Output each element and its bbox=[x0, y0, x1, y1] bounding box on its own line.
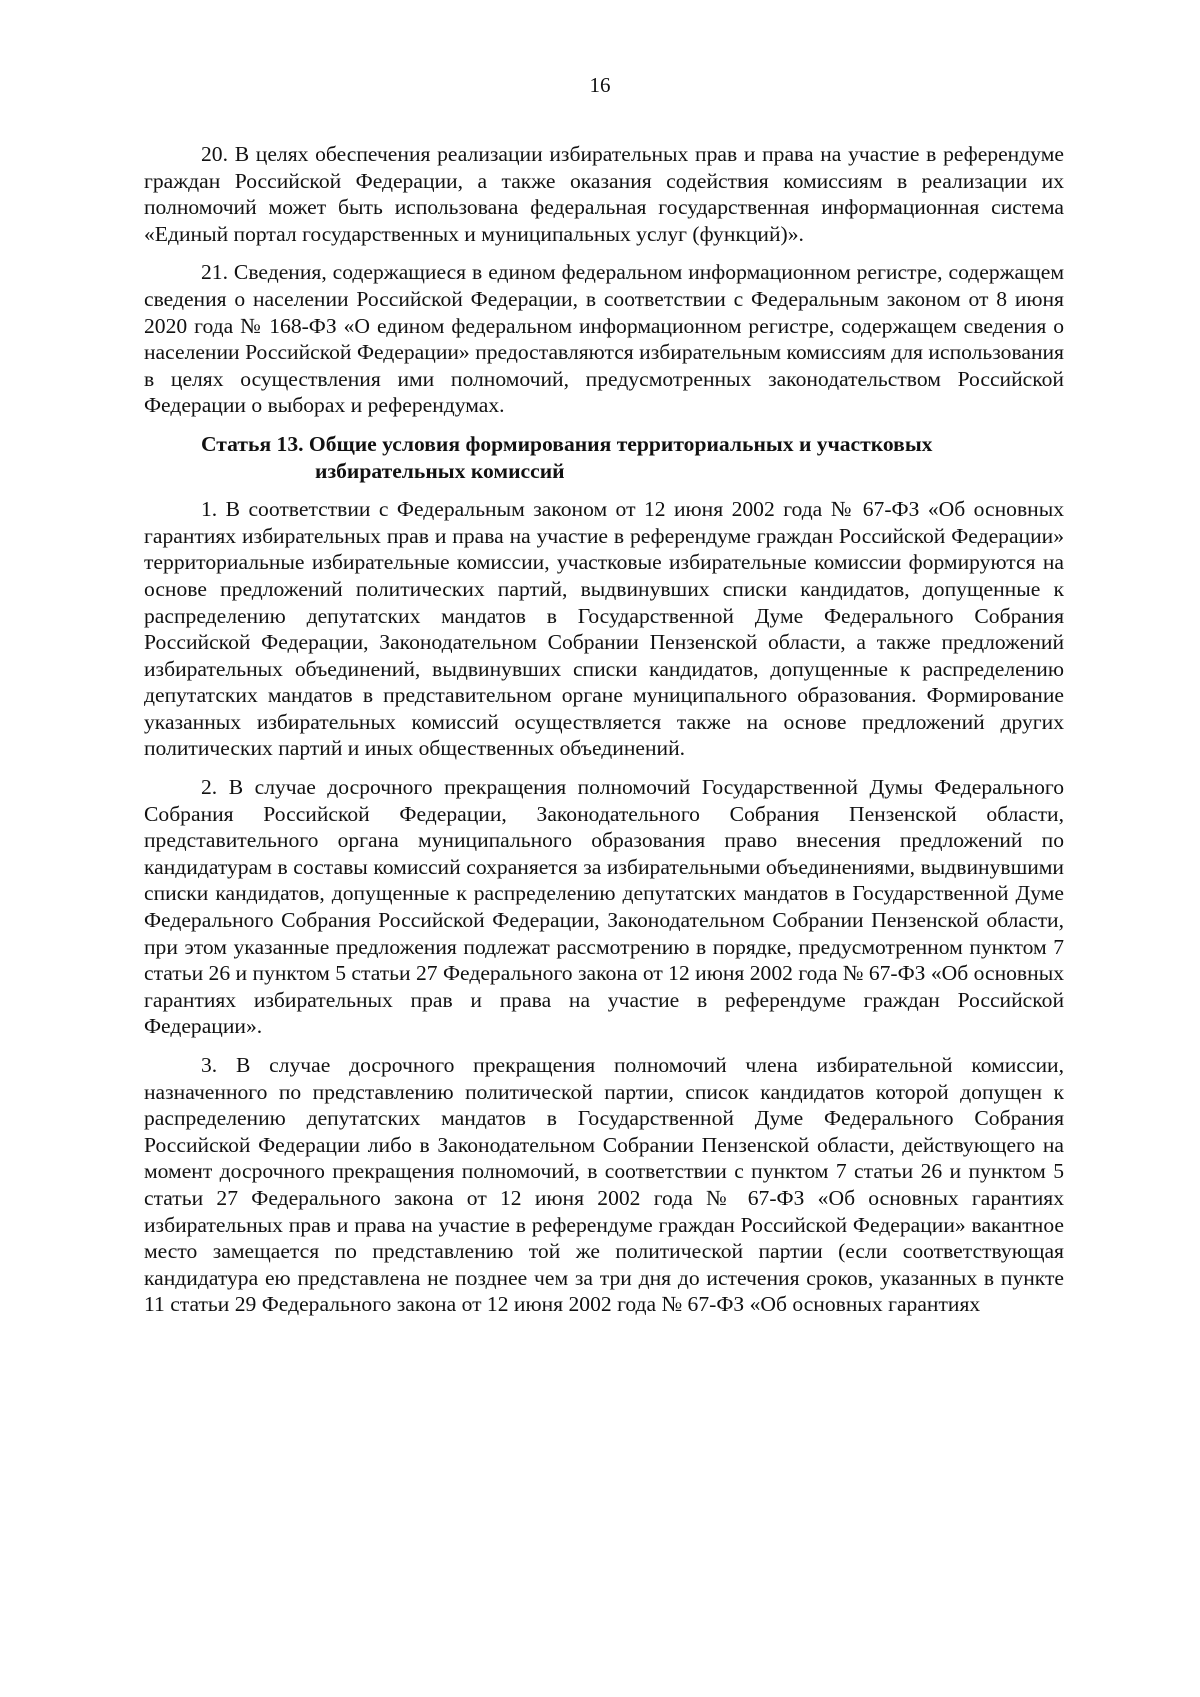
article-title-line-2: избирательных комиссий bbox=[315, 458, 565, 483]
article-13-paragraph-1: 1. В соответствии с Федеральным законом от 12 июня 2002 года № 67-ФЗ «Об основных гарантиях избирательных прав и права на участие в референдуме граждан Российской Федерации» территориальные избирательные комиссии, участковые избирательные комиссии формируются на основе предложений политических партий, выдвинувших списки кандидатов, допущенные к распределению депутатских мандатов в Государственной Думе Федерального Собрания Российской Федерации, Законодательном Собрании Пензенской области, а также предложений избирательных объединений, выдвинувших списки кандидатов, допущенные к распределению депутатских мандатов в представительном органе муниципального образования. Формирование указанных избирательных комиссий осуществляется также на основе предложений других политических партий и иных общественных объединений. bbox=[144, 497, 1064, 761]
article-13-title bbox=[144, 431, 1064, 484]
page-number: 16 bbox=[589, 73, 611, 97]
paragraph-21: 21. Сведения, содержащиеся в едином федеральном информационном регистре, содержащем сведения о населении Российской Федерации, в соответствии с Федеральным законом от 8 июня 2020 года № 168-ФЗ «О едином федеральном информационном регистре, содержащем сведения о населении Российской Федерации» предоставляются избирательным комиссиям для использования в целях осуществления ими полномочий, предусмотренных законодательством Российской Федерации о выборах и референдумах. bbox=[144, 260, 1064, 418]
article-13-paragraph-2: 2. В случае досрочного прекращения полномочий Государственной Думы Федерального Собрания Российской Федерации, Законодательного Собрания Пензенской области, представительного органа муниципального образования право внесения предложений по кандидатурам в составы комиссий сохраняется за избирательными объединениями, выдвинувшими списки кандидатов, допущенные к распределению депутатских мандатов в Государственной Думе Федерального Собрания Российской Федерации, Законодательном Собрании Пензенской области, при этом указанные предложения подлежат рассмотрению в порядке, предусмотренном пунктом 7 статьи 26 и пунктом 5 статьи 27 Федерального закона от 12 июня 2002 года № 67-ФЗ «Об основных гарантиях избирательных прав и права на участие в референдуме граждан Российской Федерации». bbox=[144, 775, 1064, 1039]
document-body bbox=[144, 141, 1064, 1330]
article-title-line-1: Статья 13. Общие условия формирования территориальных и участковых bbox=[201, 431, 933, 456]
article-13-paragraph-3: 3. В случае досрочного прекращения полномочий члена избирательной комиссии, назначенного по представлению политической партии, список кандидатов которой допущен к распределению депутатских мандатов в Государственной Думе Федерального Собрания Российской Федерации либо в Законодательном Собрании Пензенской области, действующего на момент досрочного прекращения полномочий, в соответствии с пунктом 7 статьи 26 и пунктом 5 статьи 27 Федерального закона от 12 июня 2002 года № 67-ФЗ «Об основных гарантиях избирательных прав и права на участие в референдуме граждан Российской Федерации» вакантное место замещается по представлению той же политической партии (если соответствующая кандидатура ею представлена не позднее чем за три дня до истечения сроков, указанных в пункте 11 статьи 29 Федерального закона от 12 июня 2002 года № 67-ФЗ «Об основных гарантиях bbox=[144, 1053, 1064, 1317]
paragraph-20: 20. В целях обеспечения реализации избирательных прав и права на участие в референдуме граждан Российской Федерации, а также оказания содействия комиссиям в реализации их полномочий может быть использована федеральная государственная информационная система «Единый портал государственных и муниципальных услуг (функций)». bbox=[144, 142, 1064, 246]
